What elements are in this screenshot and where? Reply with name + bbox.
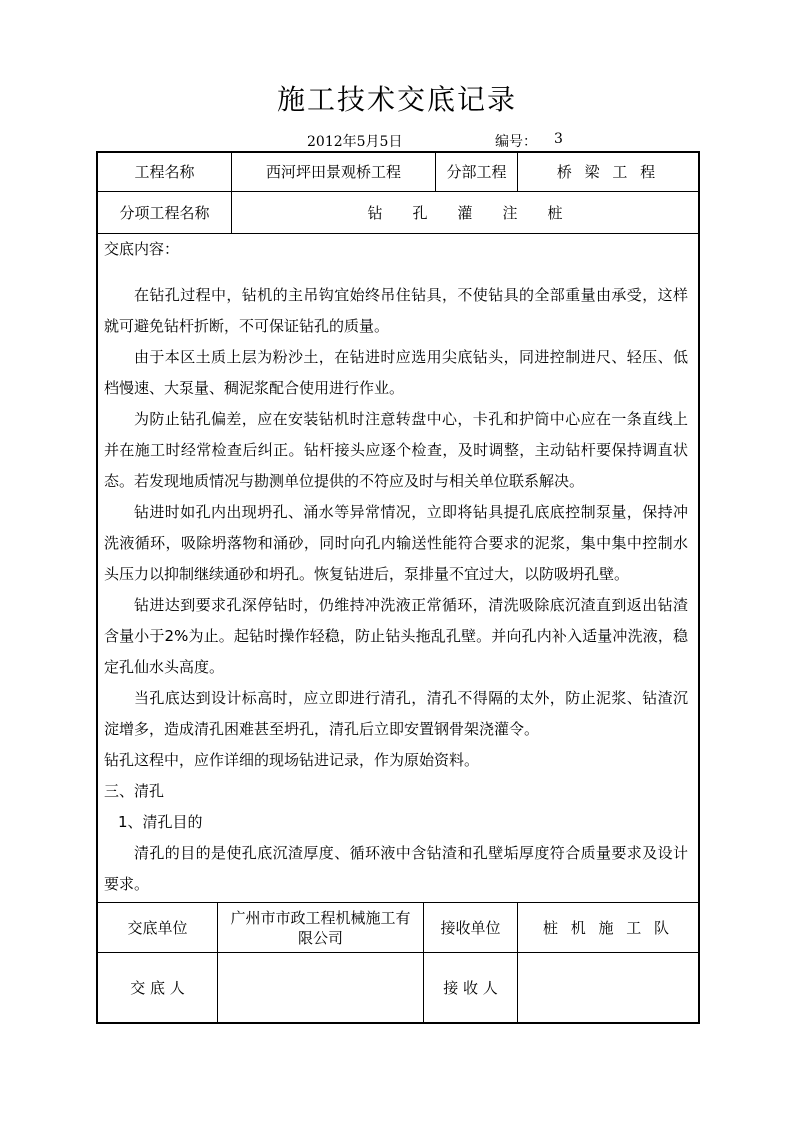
receiver-person-value[interactable] — [518, 953, 698, 1022]
content-label: 交底内容： — [104, 240, 180, 258]
receiver-person-label: 接 收 人 — [443, 978, 498, 997]
disclosure-form — [96, 151, 700, 1024]
issuer-person-label: 交 底 人 — [130, 978, 185, 997]
section-heading: 三、清孔 — [104, 782, 165, 800]
content-paragraph: 当孔底达到设计标高时，应立即进行清孔，清孔不得隔的太外，防止泥浆、钻渣沉淀增多，造成清孔困难甚至坍孔，清孔后立即安置钢骨架浇灌令。 — [104, 689, 688, 738]
receiver-unit-label: 接收单位 — [440, 918, 501, 937]
project-name-value: 西河坪田景观桥工程 — [265, 163, 401, 181]
subsection-heading: 1、清孔目的 — [118, 813, 203, 831]
serial-number-value: 3 — [554, 131, 563, 147]
content-paragraph: 清孔的目的是使孔底沉渣厚度、循环液中含钻渣和孔壁垢厚度符合质量要求及设计要求。 — [104, 844, 688, 893]
subitem-value: 钻孔灌注桩 — [367, 203, 593, 222]
issuer-unit-label: 交底单位 — [127, 918, 188, 937]
document-date: 2012年5月5日 — [307, 134, 403, 150]
disclosure-content — [98, 234, 698, 902]
division-label: 分部工程 — [446, 163, 507, 181]
document-title: 施工技术交底记录 — [276, 83, 517, 116]
content-paragraph: 为防止钻孔偏差，应在安装钻机时注意转盘中心，卡孔和护筒中心应在一条直线上并在施工时经常检查后纠正。钻杆接头应逐个检查，及时调整，主动钻杆要保持调直状态。若发现地质情况与勘测单位提供的不符应及时与相关单位联系解决。 — [104, 410, 688, 490]
issuer-person-value[interactable] — [218, 953, 423, 1022]
receiver-unit-value: 桩 机 施 工 队 — [542, 918, 674, 937]
content-paragraph: 钻进时如孔内出现坍孔、涌水等异常情况，立即将钻具提孔底底控制泵量，保持冲洗液循环，吸除坍落物和涌砂，同时向孔内输送性能符合要求的泥浆，集中集中控制水头压力以抑制继续通砂和坍孔。恢复钻进后，泵排量不宜过大，以防吸坍孔壁。 — [104, 503, 688, 583]
issuer-unit-value: 广州市市政工程机械施工有限公司 — [230, 908, 411, 947]
subitem-label: 分项工程名称 — [119, 203, 210, 222]
division-value: 桥 梁 工 程 — [556, 163, 660, 181]
serial-number-label: 编号： — [495, 134, 537, 150]
content-paragraph: 由于本区土质上层为粉沙土，在钻进时应选用尖底钻头，同进控制进尺、轻压、低档慢速、大泵量、稠泥浆配合使用进行作业。 — [104, 348, 688, 397]
content-paragraph: 在钻孔过程中，钻机的主吊钩宜始终吊住钻具，不使钻具的全部重量由承受，这样就可避免钻杆折断，不可保证钻孔的质量。 — [104, 286, 688, 335]
project-name-label: 工程名称 — [134, 163, 195, 181]
content-paragraph: 钻孔这程中，应作详细的现场钻进记录，作为原始资料。 — [104, 751, 480, 769]
content-paragraph: 钻进达到要求孔深停钻时，仍维持冲洗液正常循环，清洗吸除底沉渣直到返出钻渣含量小于2%为止。起钻时操作轻稳，防止钻头拖乱孔壁。并向孔内补入适量冲洗液，稳定孔仙水头高度。 — [104, 596, 688, 676]
